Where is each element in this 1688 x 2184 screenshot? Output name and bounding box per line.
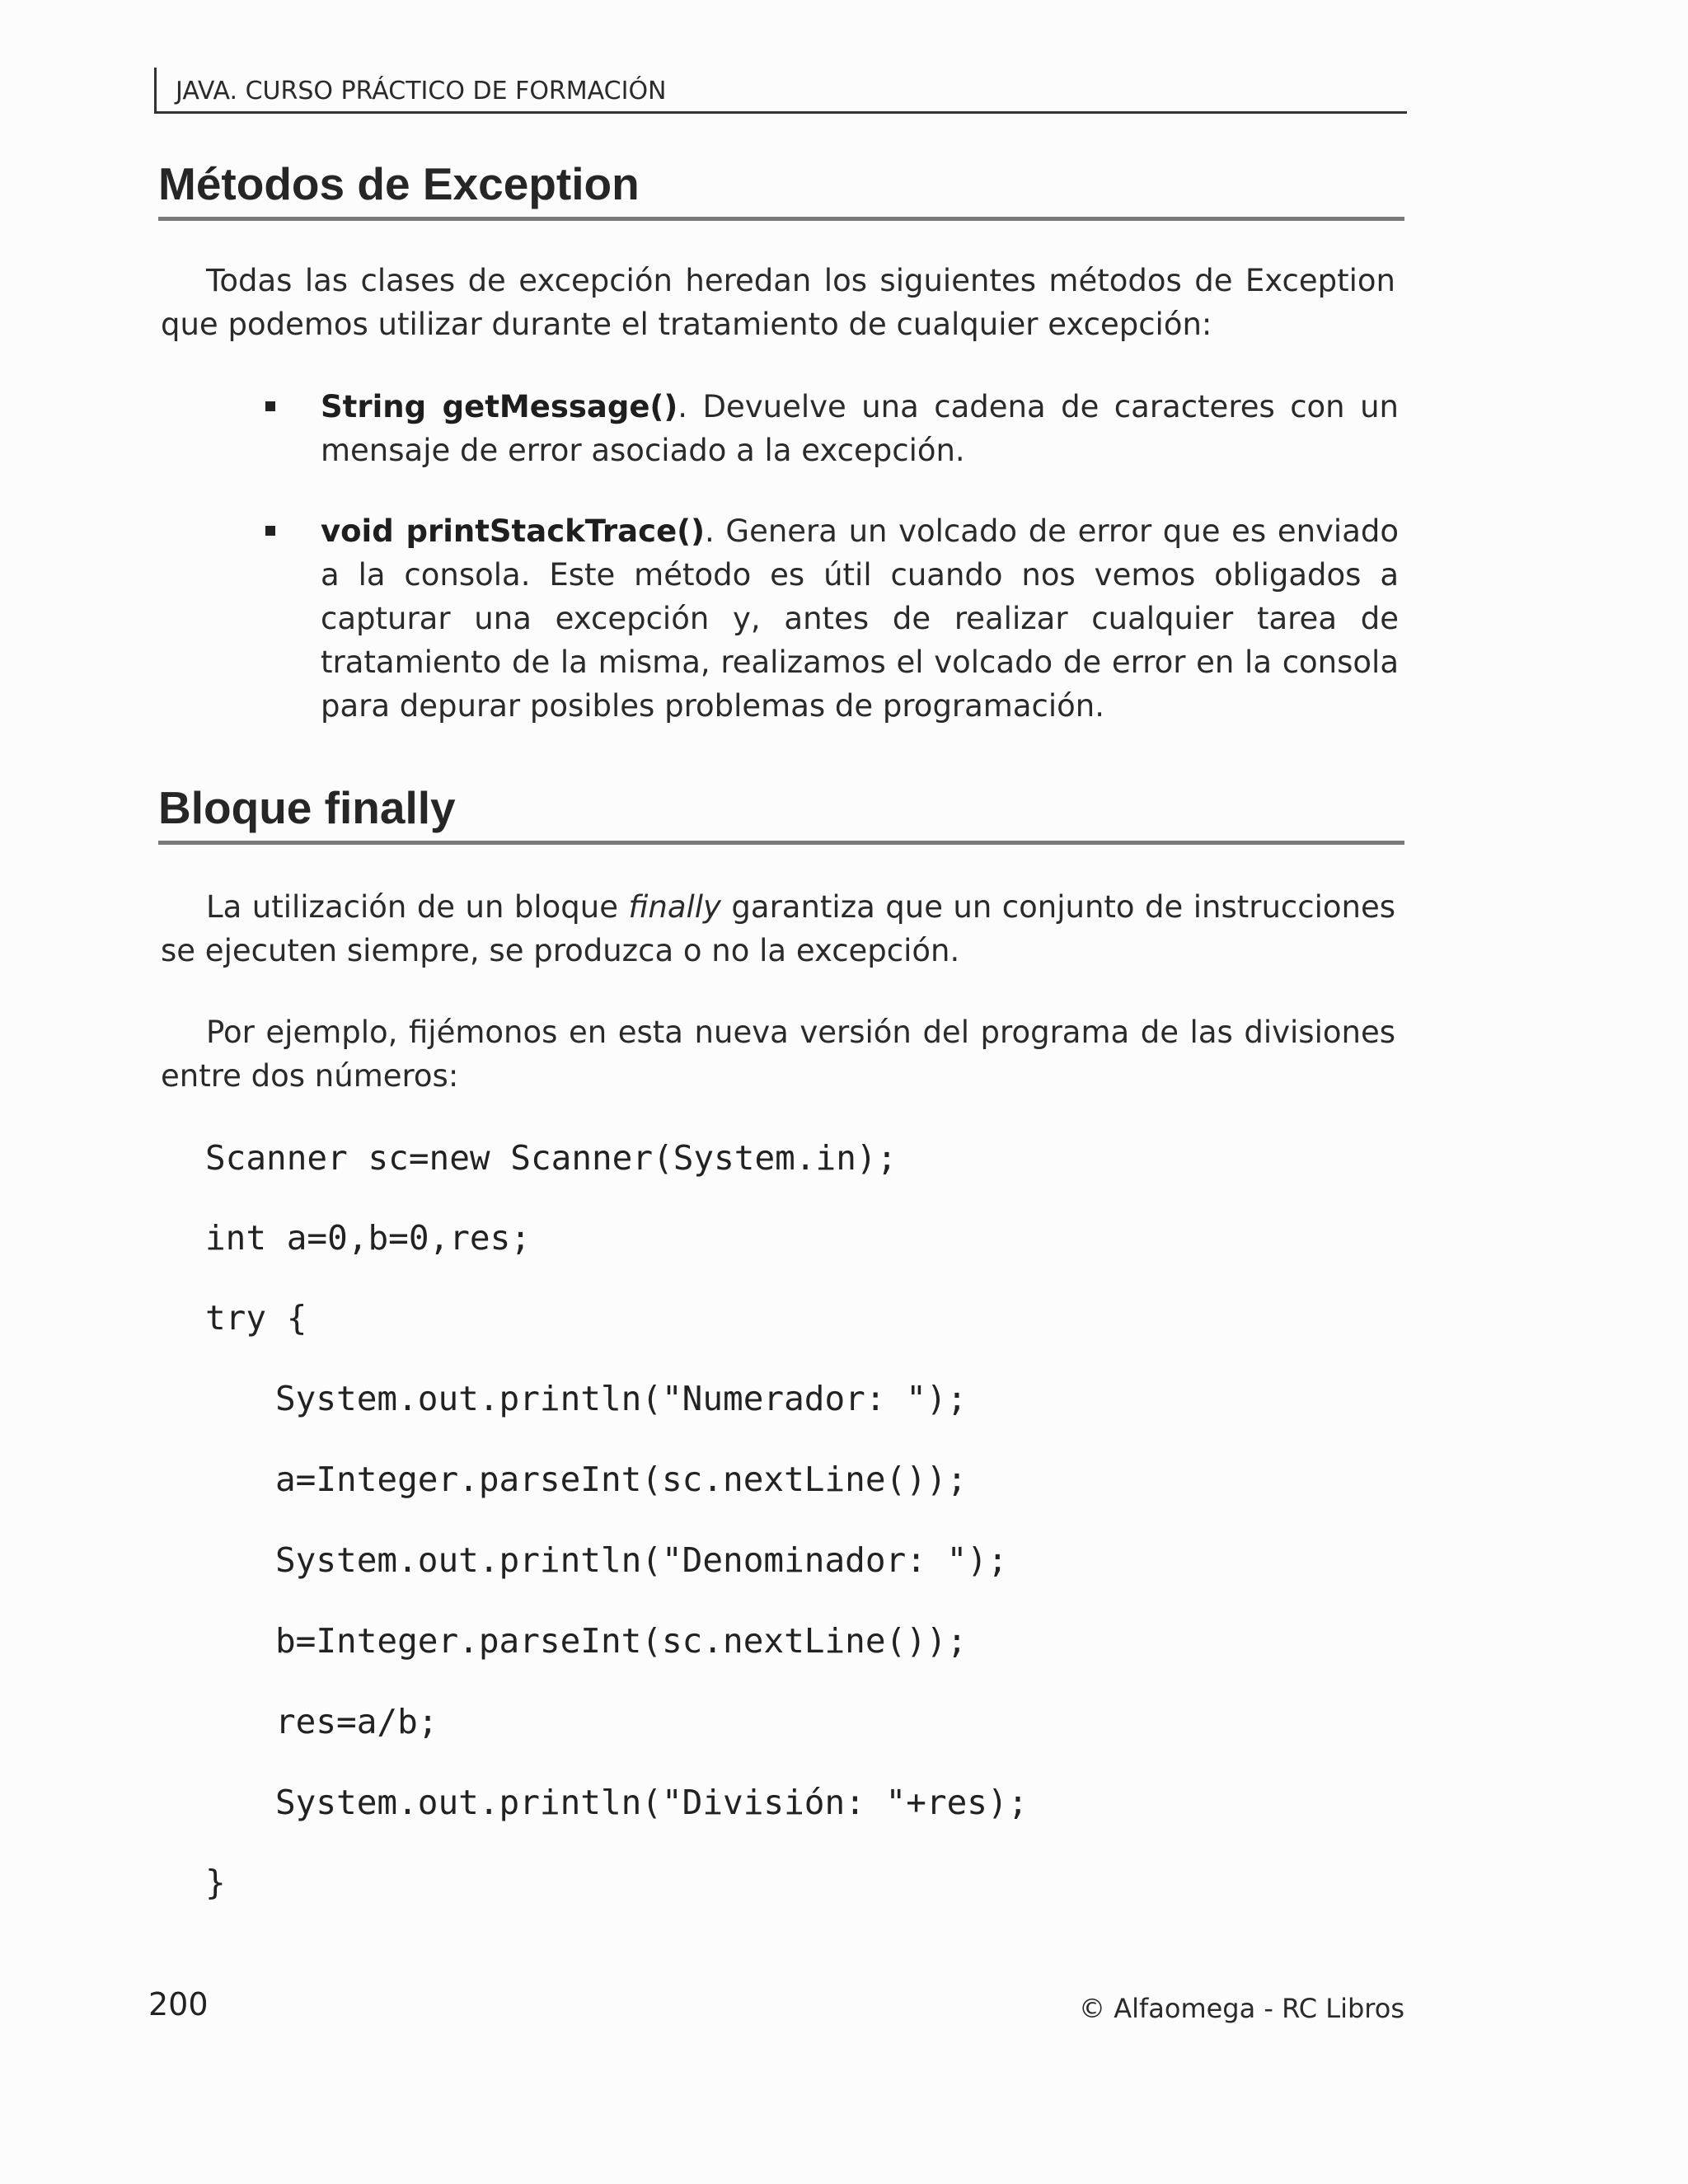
code-line: try { xyxy=(205,1298,307,1338)
code-line: Scanner sc=new Scanner(System.in); xyxy=(205,1138,898,1178)
section-heading-exception-methods: Métodos de Exception xyxy=(158,157,1404,221)
keyword-finally: finally xyxy=(628,889,721,925)
para1-text-after: garantiza que un conjunto de instrucciones se ejecuten siempre, se produzca o no la excepción. xyxy=(161,889,1395,968)
bullet-text-getmessage xyxy=(321,385,1399,472)
code-line: int a=0,b=0,res; xyxy=(205,1218,531,1258)
method-description: . Genera un volcado de error que es enviado a la consola. Este método es útil cuando nos vemos obligados a capturar una excepción y, antes de realizar cualquier tarea de tratamiento de la misma, realizamos el volcado de error en la consola para depurar posibles problemas de programación. xyxy=(321,513,1400,724)
footer-copyright: © Alfaomega - RC Libros xyxy=(1079,1993,1404,2024)
section2-paragraph-1 xyxy=(161,885,1395,972)
section-heading-finally-block: Bloque finally xyxy=(158,780,1404,845)
running-header-text: JAVA. CURSO PRÁCTICO DE FORMACIÓN xyxy=(176,77,667,105)
bullet-square-icon xyxy=(265,526,275,536)
running-header xyxy=(154,68,1407,114)
code-line: System.out.println("Numerador: "); xyxy=(275,1379,968,1418)
code-line: System.out.println("División: "+res); xyxy=(275,1783,1029,1822)
method-name: String getMessage() xyxy=(321,389,678,424)
code-line: res=a/b; xyxy=(275,1702,438,1741)
section2-paragraph-2: Por ejemplo, fijémonos en esta nueva versión del programa de las divisiones entre dos números: xyxy=(161,1015,1395,1094)
code-line: b=Integer.parseInt(sc.nextLine()); xyxy=(275,1621,968,1661)
code-line: a=Integer.parseInt(sc.nextLine()); xyxy=(275,1460,968,1499)
section1-intro-paragraph: Todas las clases de excepción heredan los siguientes métodos de Exception que podemos utilizar durante el tratamiento de cualquier excepción: xyxy=(161,263,1395,342)
para1-text-before: La utilización de un bloque xyxy=(206,889,629,925)
code-line: } xyxy=(205,1863,226,1902)
method-name: void printStackTrace() xyxy=(321,513,705,549)
page-number: 200 xyxy=(148,1986,209,2022)
bullet-text-printstacktrace xyxy=(321,509,1399,728)
method-description: . Devuelve una cadena de caracteres con un mensaje de error asociado a la excepción. xyxy=(321,389,1399,468)
code-line: System.out.println("Denominador: "); xyxy=(275,1540,1008,1580)
bullet-square-icon xyxy=(265,401,275,411)
